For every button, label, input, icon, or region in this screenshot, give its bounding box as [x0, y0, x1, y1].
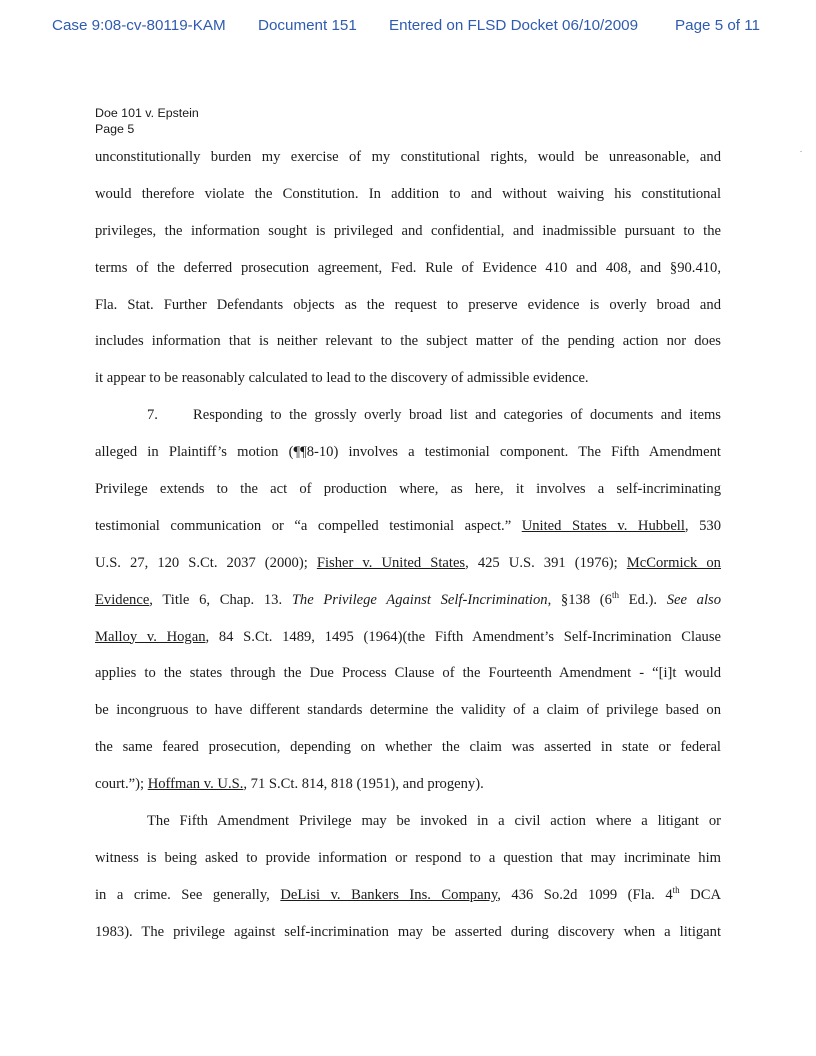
court-filing-stamp — [0, 17, 816, 39]
text-line: be incongruous to have different standards determine the validity of a claim of privilege based on — [95, 702, 721, 719]
text-line: witness is being asked to provide information or respond to a question that may incriminate him — [95, 849, 721, 866]
text-line — [95, 514, 721, 551]
case-citation-hoffman: Hoffman v. U.S. — [147, 776, 244, 793]
paragraph-first-line: The Fifth Amendment Privilege may be invoked in a civil action where a litigant or — [147, 813, 721, 830]
text-span: , 71 S.Ct. 814, 818 (1951), and progeny). — [243, 776, 484, 793]
paragraph-number: 7. — [147, 407, 158, 424]
text-span: testimonial communication or “a compelled testimonial aspect.” — [95, 517, 522, 534]
text-span: U.S. 27, 120 S.Ct. 2037 (2000); — [95, 554, 317, 571]
text-span: , Title 6, Chap. 13. — [149, 591, 292, 608]
text-line: 1983). The privilege against self-incrimination may be asserted during discovery when a litigant — [95, 923, 721, 940]
text-line — [95, 551, 721, 588]
text-line: privileges, the information sought is privileged and confidential, and inadmissible pursuant to the — [95, 222, 721, 239]
stamp-entered-date: Entered on FLSD Docket 06/10/2009 — [389, 17, 639, 34]
text-span: , 425 U.S. 391 (1976); — [465, 554, 627, 571]
text-line — [95, 588, 721, 625]
text-span: DCA — [679, 886, 721, 903]
text-span: in a crime. See generally, — [95, 886, 281, 903]
signal-see-also: See also — [666, 591, 722, 608]
text-line — [95, 625, 721, 662]
page-label: Page 5 — [95, 122, 135, 136]
text-line: applies to the states through the Due Process Clause of the Fourteenth Amendment - “[i]t would — [95, 665, 721, 682]
treatise-citation-evidence: Evidence — [95, 591, 150, 608]
text-span: , §138 (6 — [547, 591, 612, 608]
text-line: alleged in Plaintiff’s motion (¶¶8-10) involves a testimonial component. The Fifth Amendment — [95, 444, 721, 461]
text-line — [95, 772, 721, 809]
superscript: th — [672, 884, 680, 895]
superscript: th — [611, 589, 619, 600]
text-span: court.”); — [95, 776, 148, 793]
treatise-chapter-title: The Privilege Against Self-Incrimination — [291, 591, 548, 608]
text-span: Ed.). — [618, 591, 667, 608]
document-body — [95, 145, 721, 957]
text-span: Responding to the grossly overly broad list and categories of documents and items — [193, 407, 721, 424]
treatise-citation-mccormick: McCormick on — [626, 554, 721, 571]
case-caption: Doe 101 v. Epstein — [95, 106, 199, 120]
text-line: it appear to be reasonably calculated to lead to the discovery of admissible evidence. — [95, 370, 589, 387]
case-citation-hubbell: United States v. Hubbell — [521, 517, 685, 534]
paragraph-7-first-line — [95, 403, 721, 440]
text-line: includes information that is neither relevant to the subject matter of the pending action nor does — [95, 333, 721, 350]
text-line: the same feared prosecution, depending on whether the claim was asserted in state or federal — [95, 739, 721, 756]
case-citation-fisher: Fisher v. United States — [316, 554, 466, 571]
text-line: Privilege extends to the act of production where, as here, it involves a self-incriminating — [95, 481, 721, 498]
text-line: would therefore violate the Constitution. In addition to and without waiving his constitutional — [95, 185, 721, 202]
case-citation-malloy: Malloy v. Hogan — [95, 628, 206, 645]
text-span: , 436 So.2d 1099 (Fla. 4 — [497, 886, 673, 903]
scan-speck — [800, 151, 802, 152]
text-line — [95, 883, 721, 920]
stamp-document-number: Document 151 — [258, 17, 357, 34]
stamp-case-number: Case 9:08-cv-80119-KAM — [52, 17, 226, 34]
stamp-page-count: Page 5 of 11 — [675, 17, 761, 34]
text-line: Fla. Stat. Further Defendants objects as the request to preserve evidence is overly broad and — [95, 296, 721, 313]
text-line: terms of the deferred prosecution agreement, Fed. Rule of Evidence 410 and 408, and §90.410, — [95, 259, 721, 276]
text-span: , 84 S.Ct. 1489, 1495 (1964)(the Fifth Amendment’s Self-Incrimination Clause — [205, 628, 721, 645]
case-citation-delisi: DeLisi v. Bankers Ins. Company — [280, 886, 498, 903]
text-span: , 530 — [684, 517, 721, 534]
page-header — [95, 105, 199, 137]
text-line: unconstitutionally burden my exercise of my constitutional rights, would be unreasonable, and — [95, 149, 721, 165]
